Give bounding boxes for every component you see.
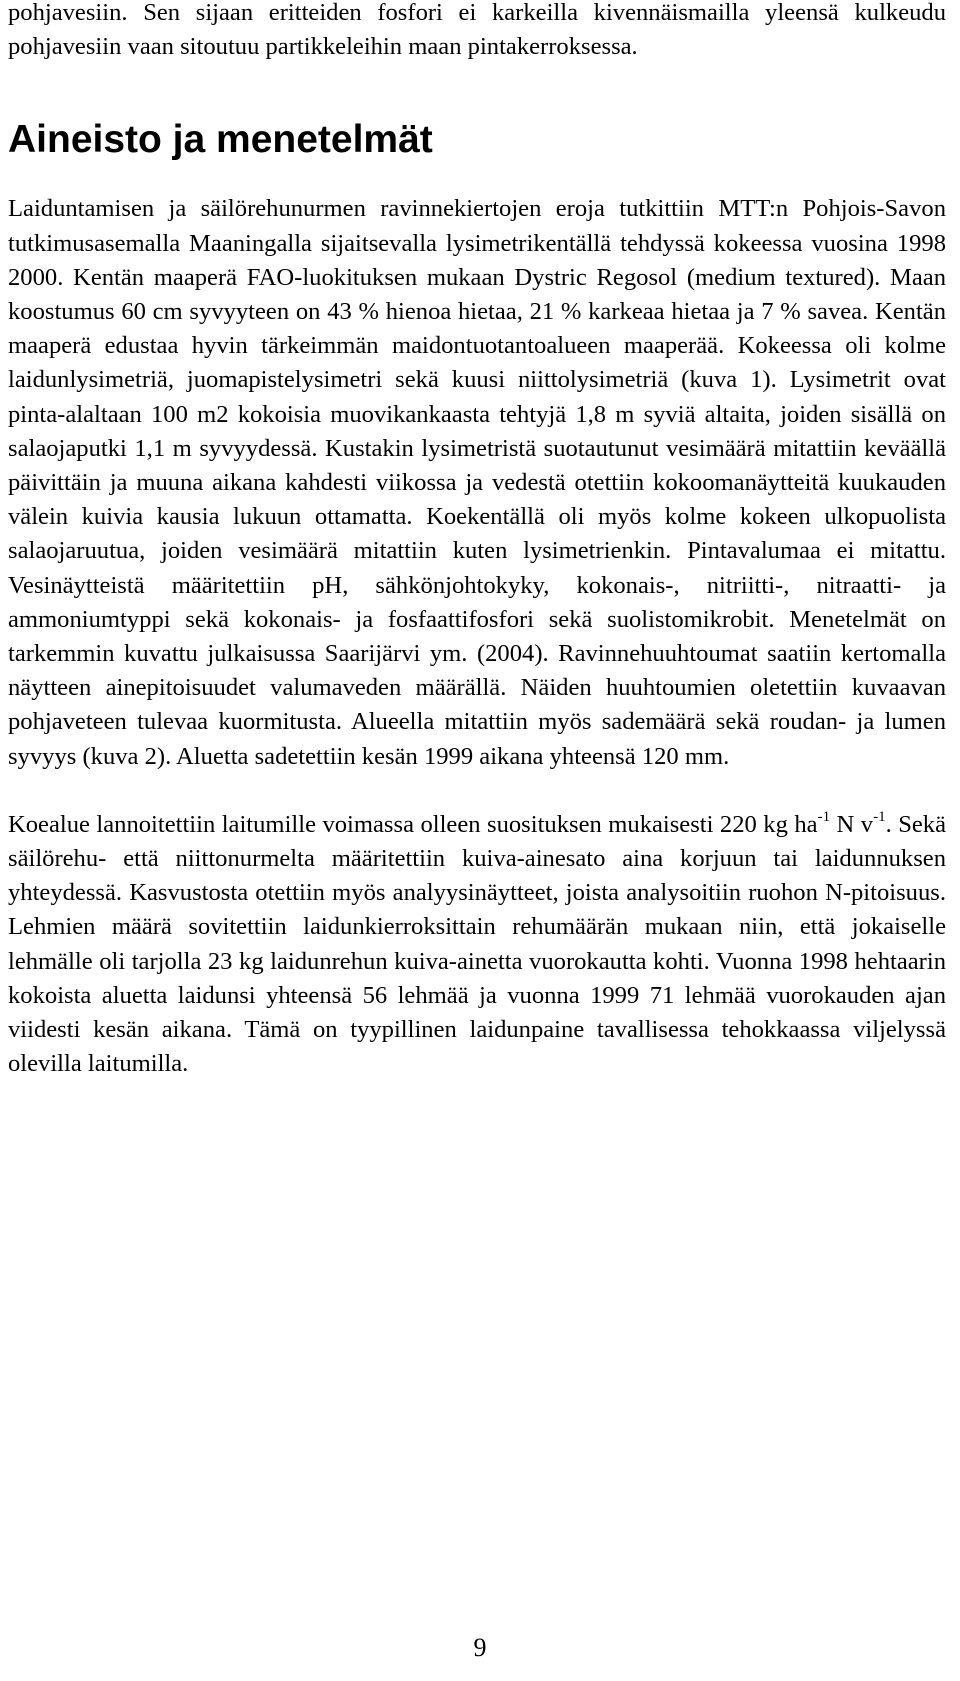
fertilization-text-part2: N v [830, 810, 874, 838]
fertilization-text-part3: . Sekä säilörehu- että niittonurmelta määritettiin kuiva-ainesato aina korjuun tai laidunnuksen yhteydessä. Kasvustosta otettiin myös analyysinäytteet, joista analysoitiin ruohon N-pitoisuus. Lehmien määrä sovitettiin laidunkierroksittain rehumäärän mukaan niin, että jokaiselle lehmälle oli tarjolla 23 kg laidunrehun kuiva-ainetta vuorokautta kohti. Vuonna 1998 hehtaarin kokoista aluetta laidunsi yhteensä 56 lehmää ja vuonna 1999 71 lehmää vuorokauden ajan viidesti kesän aikana. Tämä on tyypillinen laidunpaine tavallisessa tehokkaassa viljelyssä olevilla laitumilla. [8, 810, 947, 1078]
section-heading: Aineisto ja menetelmät [8, 118, 433, 162]
superscript-minus-one: -1 [873, 808, 886, 825]
intro-paragraph: pohjavesiin. Sen sijaan eritteiden fosfori ei karkeilla kivennäismailla yleensä kulkeudu pohjavesiin vaan sitoutuu partikkeleihin maan pintakerroksessa. [8, 0, 946, 61]
fertilization-paragraph [8, 808, 946, 1082]
document-page [8, 0, 946, 1081]
fertilization-text-part1: Koealue lannoitettiin laitumille voimassa olleen suosituksen mukaisesti 220 kg ha [8, 810, 818, 838]
page-number: 9 [473, 1633, 487, 1662]
methods-paragraph: Laiduntamisen ja säilörehunurmen ravinnekiertojen eroja tutkittiin MTT:n Pohjois-Savon tutkimusasemalla Maaningalla sijaitsevalla lysimetrikentällä tehdyssä kokeessa vuosina 1998 2000. Kentän maaperä FAO-luokituksen mukaan Dystric Regosol (medium textured). Maan koostumus 60 cm syvyyteen on 43 % hienoa hietaa, 21 % karkeaa hietaa ja 7 % savea. Kentän maaperä edustaa hyvin tärkeimmän maidontuotantoalueen maaperää. Kokeessa oli kolme laidunlysimetriä, juomapistelysimetri sekä kuusi niittolysimetriä (kuva 1). Lysimetrit ovat pinta-alaltaan 100 m2 kokoisia muovikankaasta tehtyjä 1,8 m syviä altaita, joiden sisällä on salaojaputki 1,1 m syvyydessä. Kustakin lysimetristä suotautunut vesimäärä mitattiin keväällä päivittäin ja muuna aikana kahdesti viikossa ja vedestä otettiin kokoomanäytteitä kuukauden välein kuivia kausia lukuun ottamatta. Koekentällä oli myös kolme kokeen ulkopuolista salaojaruutua, joiden vesimäärä mitattiin kuten lysimetrienkin. Pintavalumaa ei mitattu. Vesinäytteistä määritettiin pH, sähkönjohtokyky, kokonais-, nitriitti-, nitraatti- ja ammoniumtyppi sekä kokonais- ja fosfaattifosfori sekä suolistomikrobit. Menetelmät on tarkemmin kuvattu julkaisussa Saarijärvi ym. (2004). Ravinnehuuhtoumat saatiin kertomalla näytteen ainepitoisuudet valumaveden määrällä. Näiden huuhtoumien oletettiin kuvaavan pohjaveteen tulevaa kuormitusta. Alueella mitattiin myös sademäärä sekä roudan- ja lumen syvyys (kuva 2). Aluetta sadetettiin kesän 1999 aikana yhteensä 120 mm. [8, 195, 946, 770]
superscript-minus-one: -1 [817, 808, 831, 825]
